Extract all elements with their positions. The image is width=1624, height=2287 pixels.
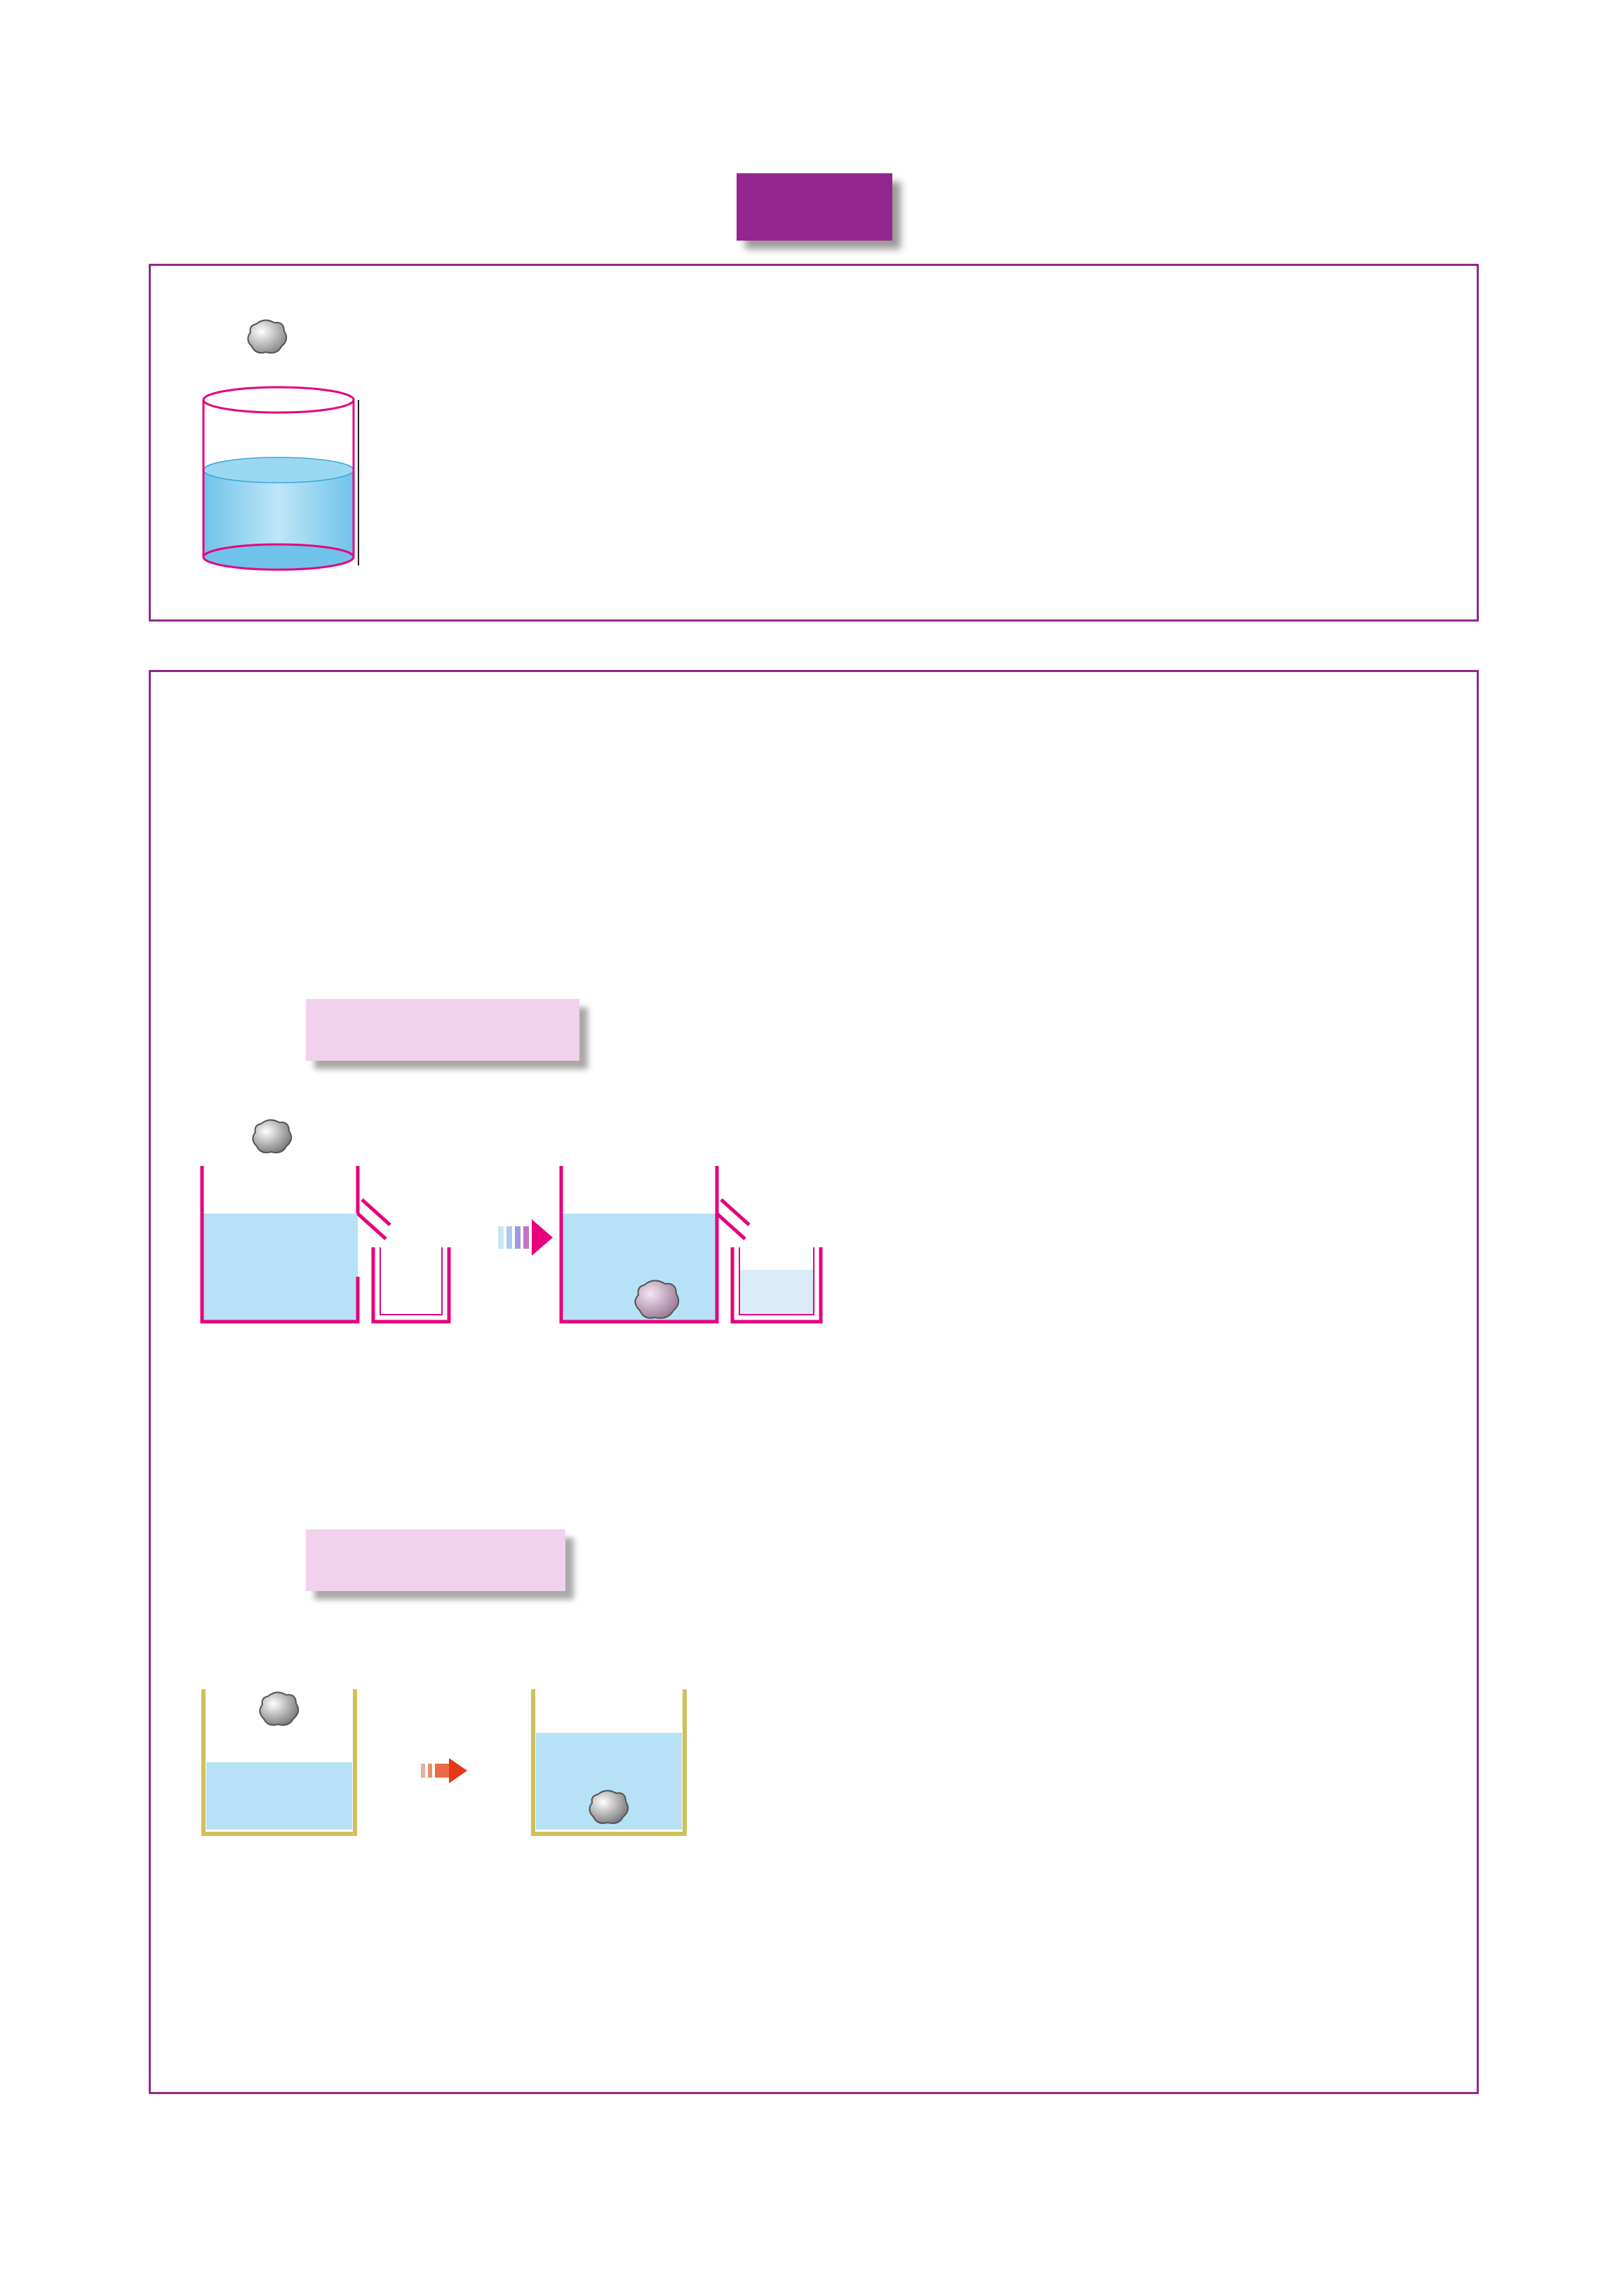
question-text bbox=[464, 351, 1447, 356]
cisim-stone-icon bbox=[635, 1280, 678, 1317]
formula-overflow bbox=[306, 999, 579, 1061]
graduated-container-figure bbox=[189, 1649, 737, 1845]
overflow-can-figure bbox=[189, 1101, 842, 1326]
formula-graduated bbox=[306, 1529, 565, 1591]
cisim-stone-icon bbox=[589, 1790, 628, 1823]
cisim-stone-icon bbox=[253, 1120, 291, 1153]
arrow-icon bbox=[498, 1219, 553, 1256]
solution-box bbox=[149, 670, 1479, 2094]
stone-icon bbox=[248, 320, 286, 353]
arrow-icon bbox=[421, 1758, 467, 1783]
graduated-cylinder-figure bbox=[196, 316, 442, 582]
cisim-stone-icon bbox=[260, 1692, 298, 1725]
section-number-badge bbox=[737, 173, 892, 241]
